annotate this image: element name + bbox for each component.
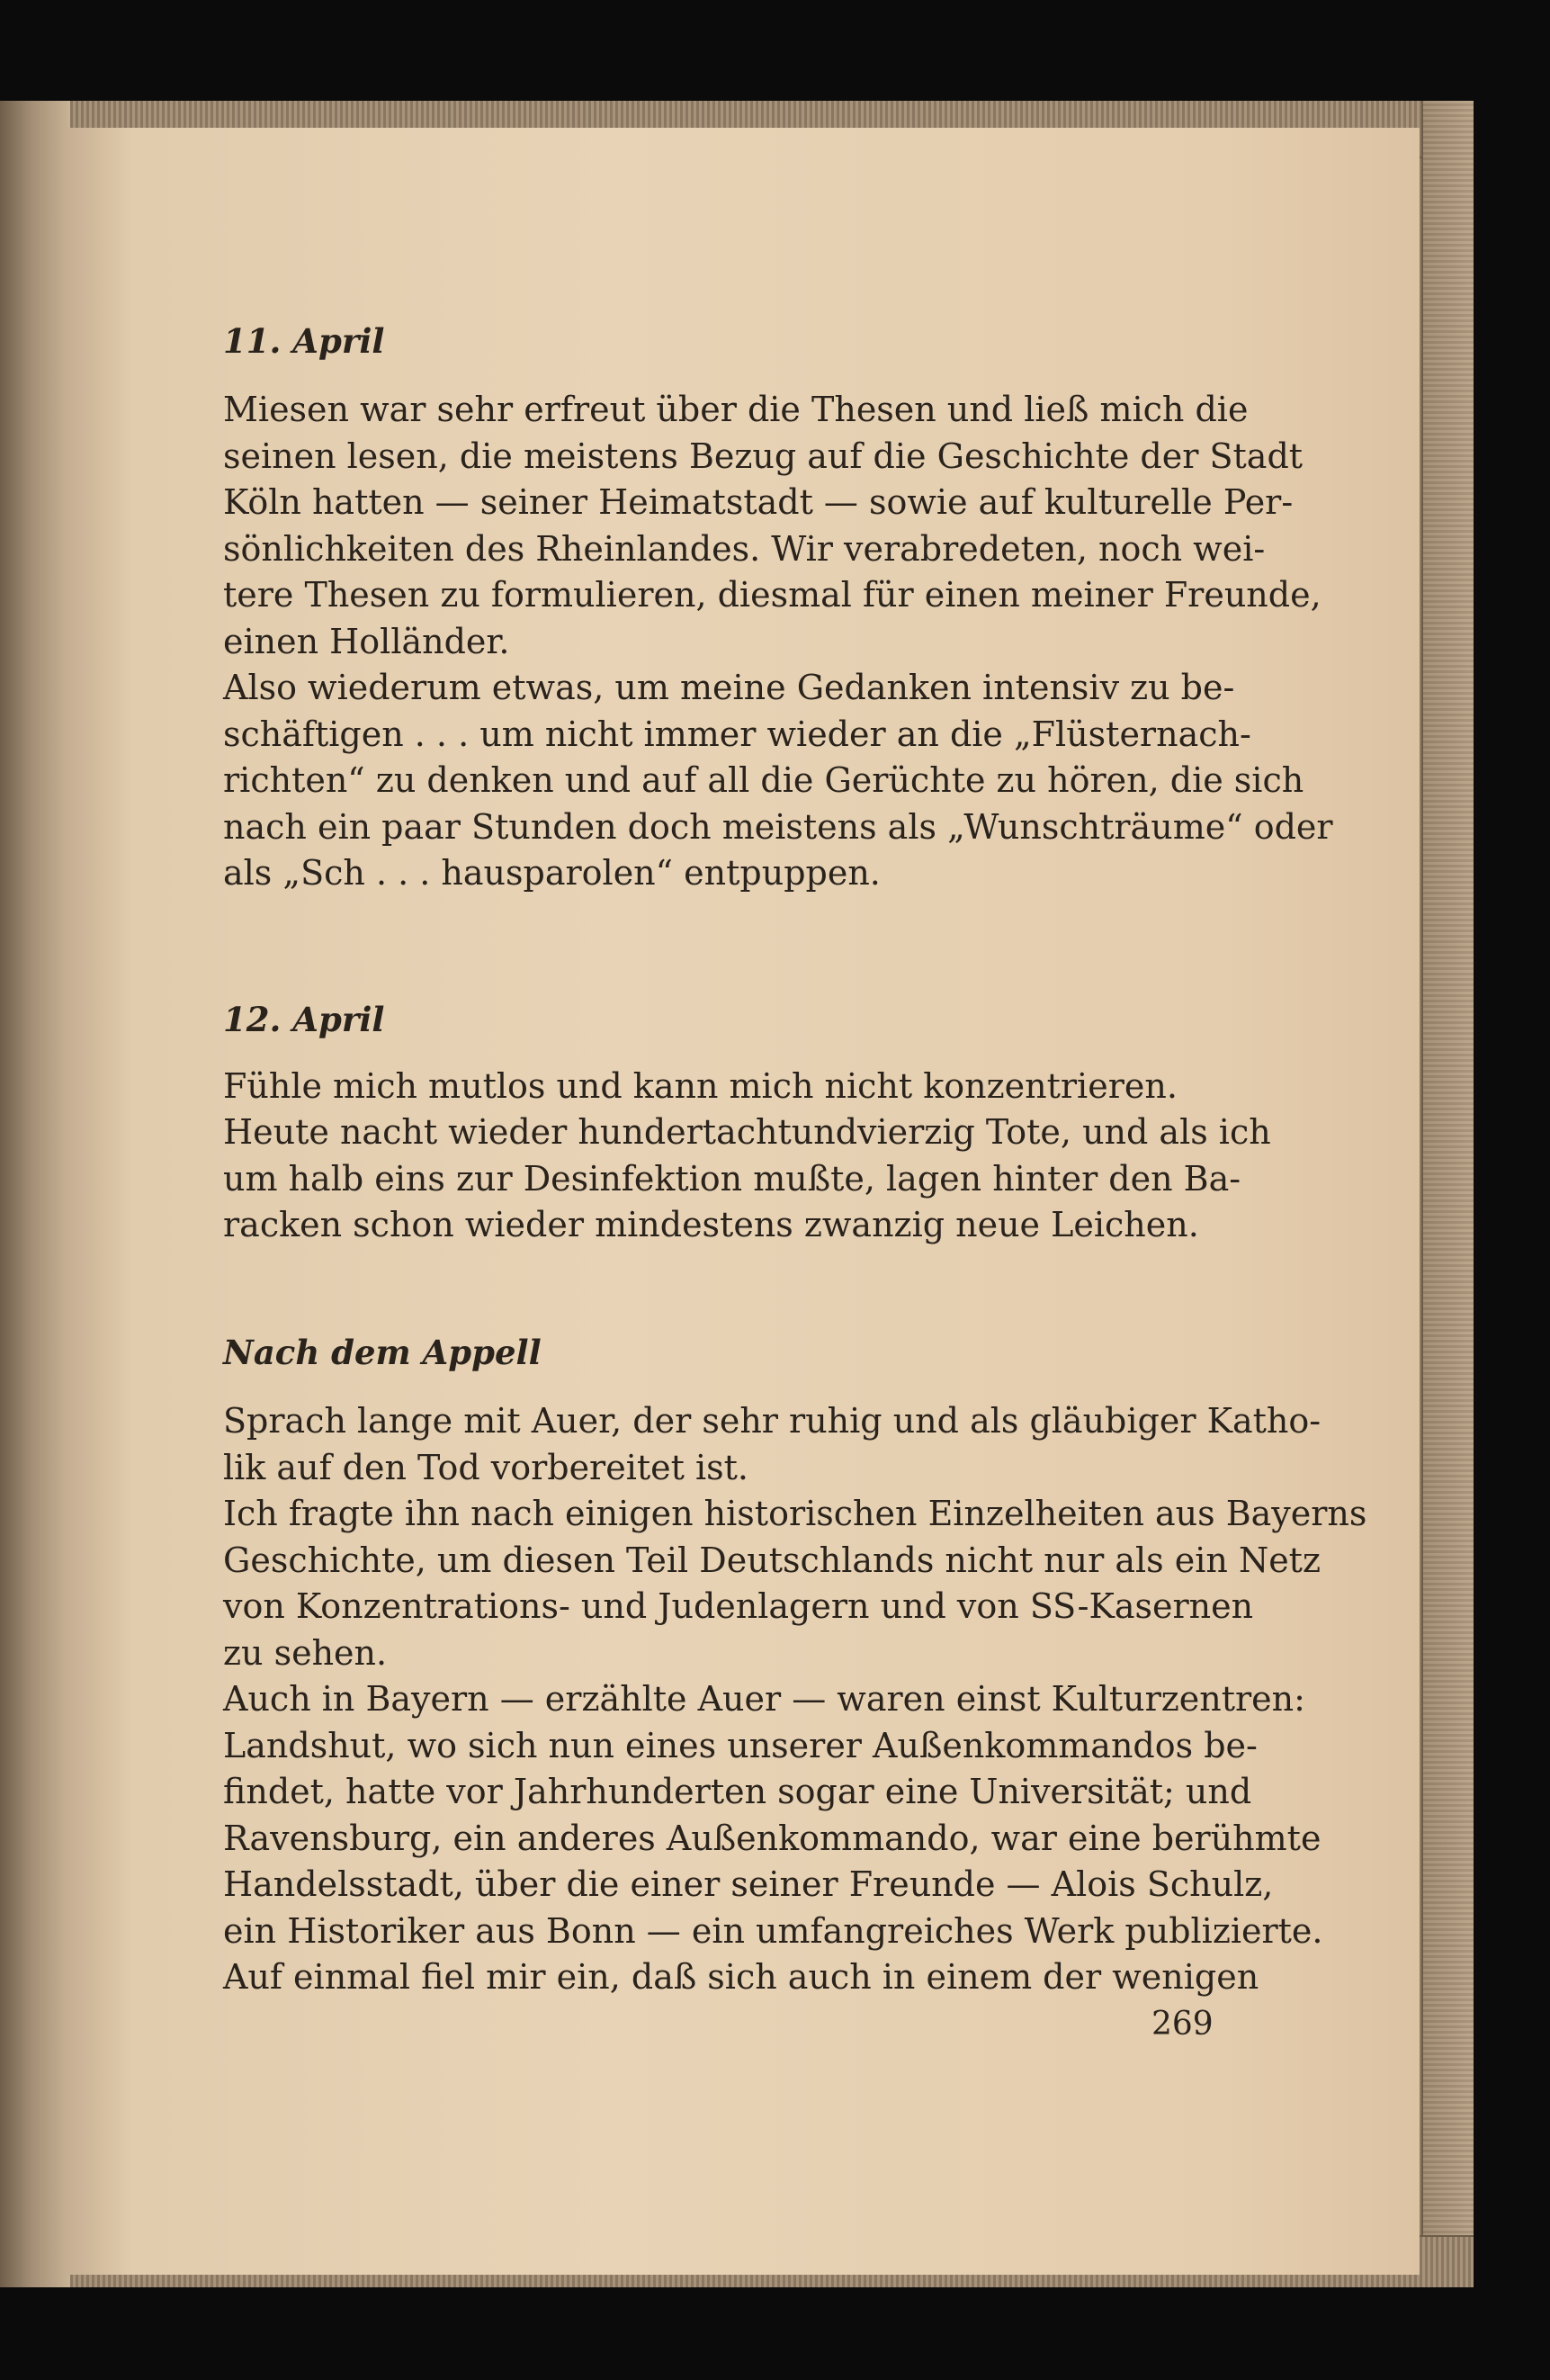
text-line: Köln hatten — seiner Heimatstadt — sowie auf kulturelle Per- — [223, 482, 1294, 522]
paragraph — [223, 1109, 1271, 1249]
text-line: um halb eins zur Desinfektion mußte, lagen hinter den Ba- — [223, 1158, 1241, 1199]
text-line: Geschichte, um diesen Teil Deutschlands nicht nur als ein Netz — [223, 1540, 1321, 1580]
entry-heading: 11. April — [223, 321, 385, 361]
paragraph — [223, 1398, 1322, 1491]
text-line: seinen lesen, die meistens Bezug auf die Geschichte der Stadt — [223, 436, 1304, 476]
text-line: Landshut, wo sich nun eines unserer Außenkommandos be- — [223, 1725, 1258, 1765]
text-line: Handelsstadt, über die einer seiner Freunde — Alois Schulz, — [223, 1864, 1274, 1904]
book-page — [65, 128, 1420, 2275]
text-line: zu sehen. — [223, 1632, 388, 1673]
text-line: schäftigen . . . um nicht immer wieder an die „Flüsternach- — [223, 714, 1251, 754]
text-line: racken schon wieder mindestens zwanzig neue Leichen. — [223, 1205, 1199, 1244]
paragraph — [223, 387, 1322, 665]
text-line: Ravensburg, ein anderes Außenkommando, war eine berühmte — [223, 1818, 1322, 1858]
binding-right-edge — [1421, 101, 1474, 2287]
text-line: von Konzentrations- und Judenlagern und von SS-Kasernen — [223, 1586, 1254, 1626]
text-line: Miesen war sehr erfreut über die Thesen und ließ mich die — [223, 390, 1249, 429]
text-line: tere Thesen zu formulieren, diesmal für einen meiner Freunde, — [223, 575, 1322, 615]
text-line: lik auf den Tod vorbereitet ist. — [223, 1447, 748, 1487]
paragraph — [223, 1491, 1367, 1676]
entry-heading: 12. April — [223, 1000, 385, 1039]
paragraph — [223, 665, 1333, 897]
page-number: 269 — [1151, 2006, 1214, 2043]
text-line: als „Sch . . . hausparolen“ entpuppen. — [223, 853, 881, 893]
binding-left-edge — [0, 101, 70, 2287]
text-line: Also wiederum etwas, um meine Gedanken intensiv zu be- — [223, 668, 1235, 707]
text-line: Auf einmal fiel mir ein, daß sich auch in einem der wenigen — [223, 1957, 1259, 1997]
text-line: sönlichkeiten des Rheinlandes. Wir verabredeten, noch wei- — [223, 528, 1266, 569]
text-line: Auch in Bayern — erzählte Auer — waren einst Kulturzentren: — [223, 1679, 1305, 1719]
text-line: Heute nacht wieder hundertachtundvierzig Tote, und als ich — [223, 1112, 1271, 1152]
paragraph — [223, 1676, 1323, 2001]
text-line: Sprach lange mit Auer, der sehr ruhig und als gläubiger Katho- — [223, 1401, 1322, 1441]
text-line: Fühle mich mutlos und kann mich nicht konzentrieren. — [223, 1066, 1178, 1106]
text-line: findet, hatte vor Jahrhunderten sogar eine Universität; und — [223, 1772, 1252, 1811]
text-line: nach ein paar Stunden doch meistens als „Wunschträume“ oder — [223, 806, 1333, 847]
text-line: einen Holländer. — [223, 621, 510, 661]
entry-heading: Nach dem Appell — [223, 1333, 542, 1372]
text-line: richten“ zu denken und auf all die Gerüchte zu hören, die sich — [223, 760, 1304, 800]
text-line: Ich fragte ihn nach einigen historischen Einzelheiten aus Bayerns — [223, 1494, 1367, 1533]
text-line: ein Historiker aus Bonn — ein umfangreiches Werk publizierte. — [223, 1910, 1323, 1951]
book-scan — [0, 101, 1474, 2287]
paragraph — [223, 1064, 1199, 1110]
